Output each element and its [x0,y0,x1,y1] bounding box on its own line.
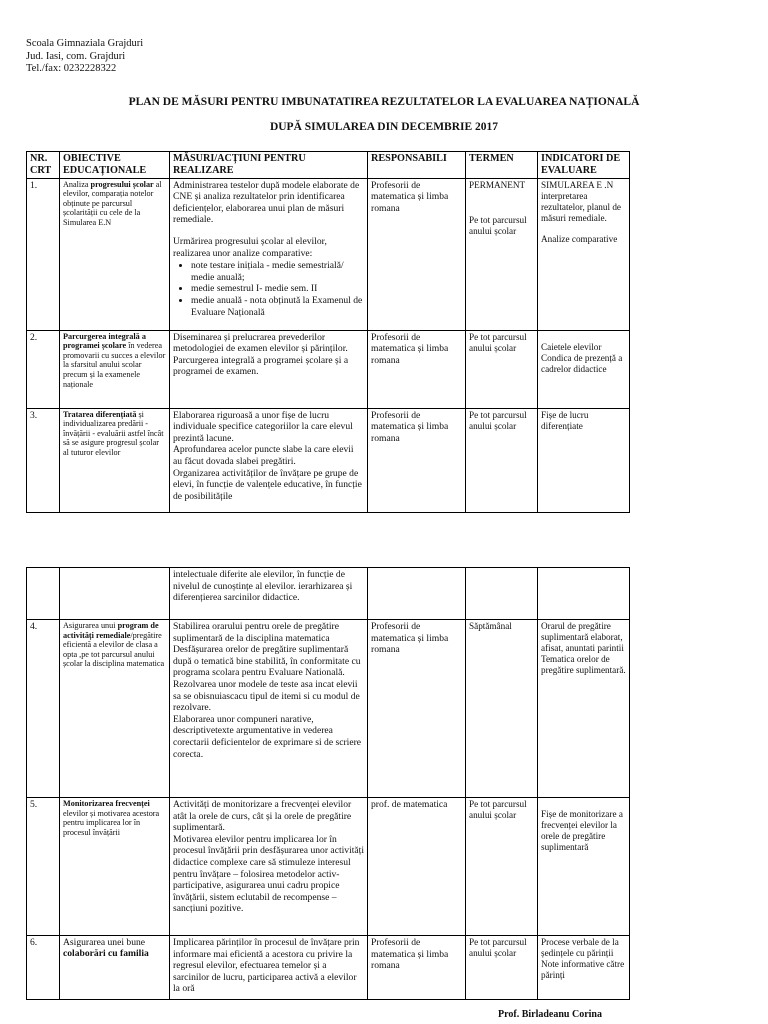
objective-cell: Tratarea diferențiată și individualizarea predării - învățării - evaluării astfel încât să se asigure progresul școlar al tuturor elevilor [60,408,170,512]
responsible-cell: Profesorii de matematica și limba romana [368,936,466,1000]
list-item: • medie anuală - nota obținută la Examenul de Evaluare Națională [191,295,364,318]
term-cell: PERMANENT Pe tot parcursul anului școlar [466,178,538,330]
term-cell: Pe tot parcursul anului școlar [466,330,538,408]
indicator-cell: SIMULAREA E .N interpretarea rezultatelor, planul de măsuri remediale. Analize comparative [538,178,630,330]
measures-cell: Elaborarea riguroasă a unor fișe de lucru individuale specifice categoriilor la care elevul prezintă lacune. Aprofundarea acelor puncte slabe la care elevii au făcut dovada slabei pregătiri. Organizarea activităților de învățare pe grupe de elevi, în funcție de valențele educative, în funcție de posibilitățile [170,408,368,512]
term-cell: Săptămânal [466,620,538,798]
objective-cell: Parcurgerea integrală a programei școlare în vederea promovarii cu succes a elevilor la sfarsitul anului scolar precum și la examenele naționale [60,330,170,408]
list-item: • medie semestrul I- medie sem. II [191,283,364,295]
school-header [26,38,143,76]
term-cell: Pe tot parcursul anului școlar [466,936,538,1000]
row-number: 3. [27,408,60,512]
row-number: 4. [27,620,60,798]
responsible-cell: Profesorii de matematica și limba romana [368,178,466,330]
responsible-cell: Profesorii de matematica și limba romana [368,408,466,512]
measures-cell: intelectuale diferite ale elevilor, în funcție de nivelul de cunoștințe al elevilor. ierarhizarea și diferențierea sarcinilor didactice. [170,568,368,620]
objective-cell: Analiza progresului școlar al elevilor, comparația notelor obținute pe parcursul școlarității cu cele de la Simularea E.N [60,178,170,330]
school-name: Scoala Gimnaziala Grajduri [26,38,144,49]
col-nr: NR. CRT [27,152,60,179]
indicator-cell: Fișe de monitorizare a frecvenței elevilor la orele de pregătire suplimentară [538,798,630,936]
row-number: 6. [27,936,60,1000]
col-masuri: MĂSURI/ACȚIUNI PENTRU REALIZARE [170,152,368,179]
row-number: 1. [27,178,60,330]
indicator-cell: Procese verbale de la ședințele cu părinții Note informative către părinți [538,936,630,1000]
measures-cell: Activități de monitorizare a frecvenței elevilor atât la orele de curs, cât și la orele de pregătire suplimentară. Motivarea elevilor pentru implicarea lor în procesul învățării prin desfășurarea unor activități didactice complexe care să stimuleze interesul pentru învățare – folosirea metodelor activ-participative, asigurarea unui cadru propice învățării, sistem eclutabil de recompense – sancțiuni pozitive. [170,798,368,936]
table-header-row [27,152,630,179]
indicator-cell: Orarul de pregătire suplimentară elaborat, afisat, anuntati parintii Tematica orelor de pregătire suplimentară. [538,620,630,798]
comparison-list [173,260,364,318]
signature: Prof. Birladeanu Corina [498,1009,602,1020]
table-row [27,936,630,1000]
document-subtitle: DUPĂ SIMULAREA DIN DECEMBRIE 2017 [269,121,499,133]
table-row [27,408,630,512]
term-cell: Pe tot parcursul anului școlar [466,798,538,936]
responsible-cell: Profesorii de matematica și limba romana [368,330,466,408]
measures-cell: Implicarea părinților în procesul de învățare prin informare mai eficientă a acestora cu privire la regresul elevilor, efectuarea temelor și a sarcinilor de lucru, participarea activă a elevilor la oră [170,936,368,1000]
col-obiective: OBIECTIVE EDUCAȚIONALE [60,152,170,179]
school-county: Jud. Iasi, com. Grajduri [26,50,126,62]
col-responsabili: RESPONSABILI [368,152,466,179]
school-phone: Tel./fax: 0232228322 [26,63,117,74]
objective-cell: Asigurarea unei bune colaborări cu familia [60,936,170,1000]
row-number: 2. [27,330,60,408]
measures-cell: Diseminarea și prelucrarea prevederilor metodologiei de examen elevilor și părinților. Parcurgerea integrală a programei școlare și a programei de examen. [170,330,368,408]
table-row [27,330,630,408]
measures-cell: Stabilirea orarului pentru orele de pregătire suplimentară de la disciplina matematica Desfășurarea orelor de pregătire suplimentară după o tematică bine stabilită, în conformitate cu programa scolara pentru Evaluare Natională. Rezolvarea unor modele de teste asa incat elevii sa se obisnuiascacu tipul de itemi si cu modul de rezolvare. Elaborarea unor compuneri narative, descriptivetexte argumentative in vederea corectarii deficientelor de exprimare si de scriere corecta. [170,620,368,798]
table-row [27,178,630,330]
indicator-cell: Caietele elevilor Condica de prezență a cadrelor didactice [538,330,630,408]
measures-table-continued [26,567,630,1000]
document-title: PLAN DE MĂSURI PENTRU IMBUNATATIREA REZULTATELOR LA EVALUAREA NAȚIONALĂ [128,96,640,108]
col-termen: TERMEN [466,152,538,179]
objective-cell: Monitorizarea frecvenței elevilor și motivarea acestora pentru implicarea lor în procesul învățării [60,798,170,936]
row-number: 5. [27,798,60,936]
measures-table [26,151,630,513]
responsible-cell: Profesorii de matematica și limba romana [368,620,466,798]
list-item: • note testare inițiala - medie semestrială/ medie anuală; [191,260,364,283]
col-indicatori: INDICATORI DE EVALUARE [538,152,630,179]
table-row [27,620,630,798]
indicator-cell: Fișe de lucru diferențiate [538,408,630,512]
measures-cell: Administrarea testelor după modele elaborate de CNE și analiza rezultatelor prin identificarea deficiențelor, elaborarea unui plan de măsuri remediale. Urmărirea progresului școlar al elevilor, realizarea unor analize comparative: • note testare inițiala - medie semestrială/ medie anuală; • medie semestrul I- medie sem. II • medie anuală - nota obținută la Examenul de Evaluare Națională [170,178,368,330]
table-row [27,798,630,936]
responsible-cell: prof. de matematica [368,798,466,936]
term-cell: Pe tot parcursul anului școlar [466,408,538,512]
table-row [27,568,630,620]
objective-cell: Asigurarea unui program de activități remediale/pregătire eficientă a elevilor de clasa a opta ,pe tot parcursul anului școlar la disciplina matematica [60,620,170,798]
